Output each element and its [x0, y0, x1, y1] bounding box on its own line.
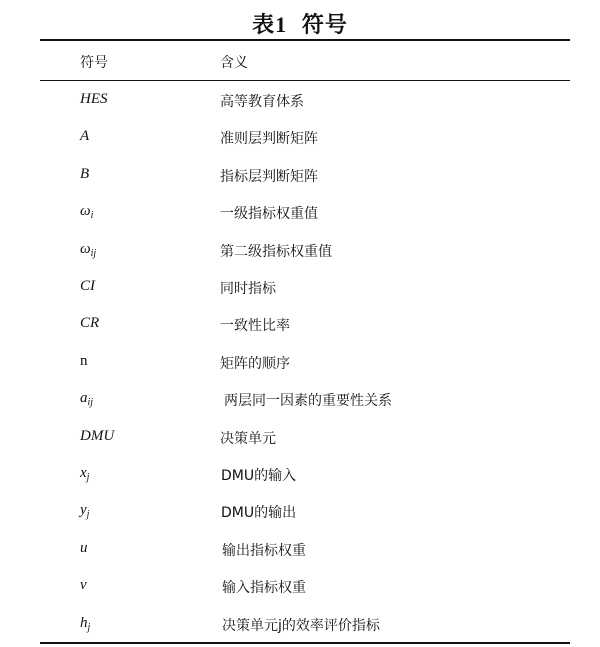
meaning-cell: 两层同一因素的重要性关系	[224, 393, 392, 410]
symbol-cell	[80, 540, 88, 557]
table-row	[0, 390, 600, 412]
symbol-text: A	[80, 128, 90, 145]
symbol-subscript: ij	[87, 397, 94, 409]
symbol-cell	[80, 615, 90, 633]
symbol-cell	[80, 502, 89, 520]
meaning-cell: 输入指标权重	[222, 580, 306, 597]
symbol-text: B	[80, 165, 90, 182]
symbol-cell	[80, 577, 87, 594]
meaning-cell: 一级指标权重值	[220, 206, 318, 223]
top-rule	[40, 39, 570, 41]
symbol-cell	[80, 315, 99, 332]
meaning-cell: 高等教育体系	[220, 94, 304, 110]
meaning-cell: 一致性比率	[220, 318, 290, 335]
table-row	[0, 166, 600, 188]
bottom-rule	[40, 642, 570, 644]
symbol-subscript: j	[87, 621, 91, 633]
symbol-cell	[80, 203, 93, 221]
table-row	[0, 241, 600, 263]
symbol-subscript: i	[90, 210, 94, 222]
meaning-cell: 同时指标	[220, 281, 276, 297]
table-number: 表1	[252, 12, 288, 37]
table-row	[0, 428, 600, 450]
header-rule	[40, 80, 570, 81]
header-symbol: 符号	[80, 55, 108, 71]
symbol-cell	[80, 278, 95, 295]
symbol-text: v	[80, 577, 87, 594]
symbol-subscript: j	[86, 472, 90, 483]
table-row	[0, 278, 600, 300]
symbol-text: a	[80, 390, 88, 407]
symbol-text: CR	[80, 315, 100, 332]
meaning-cell: DMU的输出	[221, 505, 297, 522]
meaning-cell: 决策单元j的效率评价指标	[222, 617, 380, 634]
symbol-text: y	[80, 502, 87, 519]
table-title	[0, 8, 600, 39]
symbol-cell	[80, 428, 114, 445]
table-row	[0, 91, 600, 113]
meaning-cell: 决策单元	[220, 430, 276, 447]
symbol-text: x	[80, 465, 87, 481]
table-row	[0, 577, 600, 599]
symbol-subscript: ij	[90, 247, 97, 259]
table-row	[0, 540, 600, 562]
meaning-cell: 输出指标权重	[222, 542, 306, 559]
table-row	[0, 353, 600, 375]
meaning-cell: 指标层判断矩阵	[220, 168, 318, 185]
symbol-cell	[80, 353, 88, 370]
symbol-subscript: j	[86, 509, 90, 521]
table-row	[0, 128, 600, 150]
meaning-cell: 矩阵的顺序	[220, 355, 290, 372]
symbol-cell	[80, 465, 89, 483]
symbol-text: ω	[80, 203, 91, 220]
table-row	[0, 502, 600, 524]
meaning-cell: DMU的输入	[221, 468, 297, 484]
symbol-text: n	[80, 352, 88, 369]
symbol-cell	[80, 166, 89, 183]
symbol-text: ω	[80, 240, 91, 257]
symbol-text: HES	[80, 91, 108, 107]
symbol-text: u	[80, 539, 88, 556]
symbol-text: CI	[80, 278, 95, 294]
symbol-cell	[80, 91, 108, 108]
symbol-text: h	[80, 614, 88, 631]
symbol-cell	[80, 390, 93, 408]
symbol-cell	[80, 128, 89, 145]
meaning-cell: 准则层判断矩阵	[220, 131, 318, 148]
header-meaning: 含义	[220, 55, 248, 71]
symbol-cell	[80, 241, 96, 259]
table-row	[0, 615, 600, 637]
table-row	[0, 465, 600, 487]
meaning-cell: 第二级指标权重值	[220, 243, 332, 260]
table-row	[0, 315, 600, 337]
table-row	[0, 203, 600, 225]
symbol-text: DMU	[80, 427, 115, 444]
table-title-text: 符号	[301, 13, 348, 38]
